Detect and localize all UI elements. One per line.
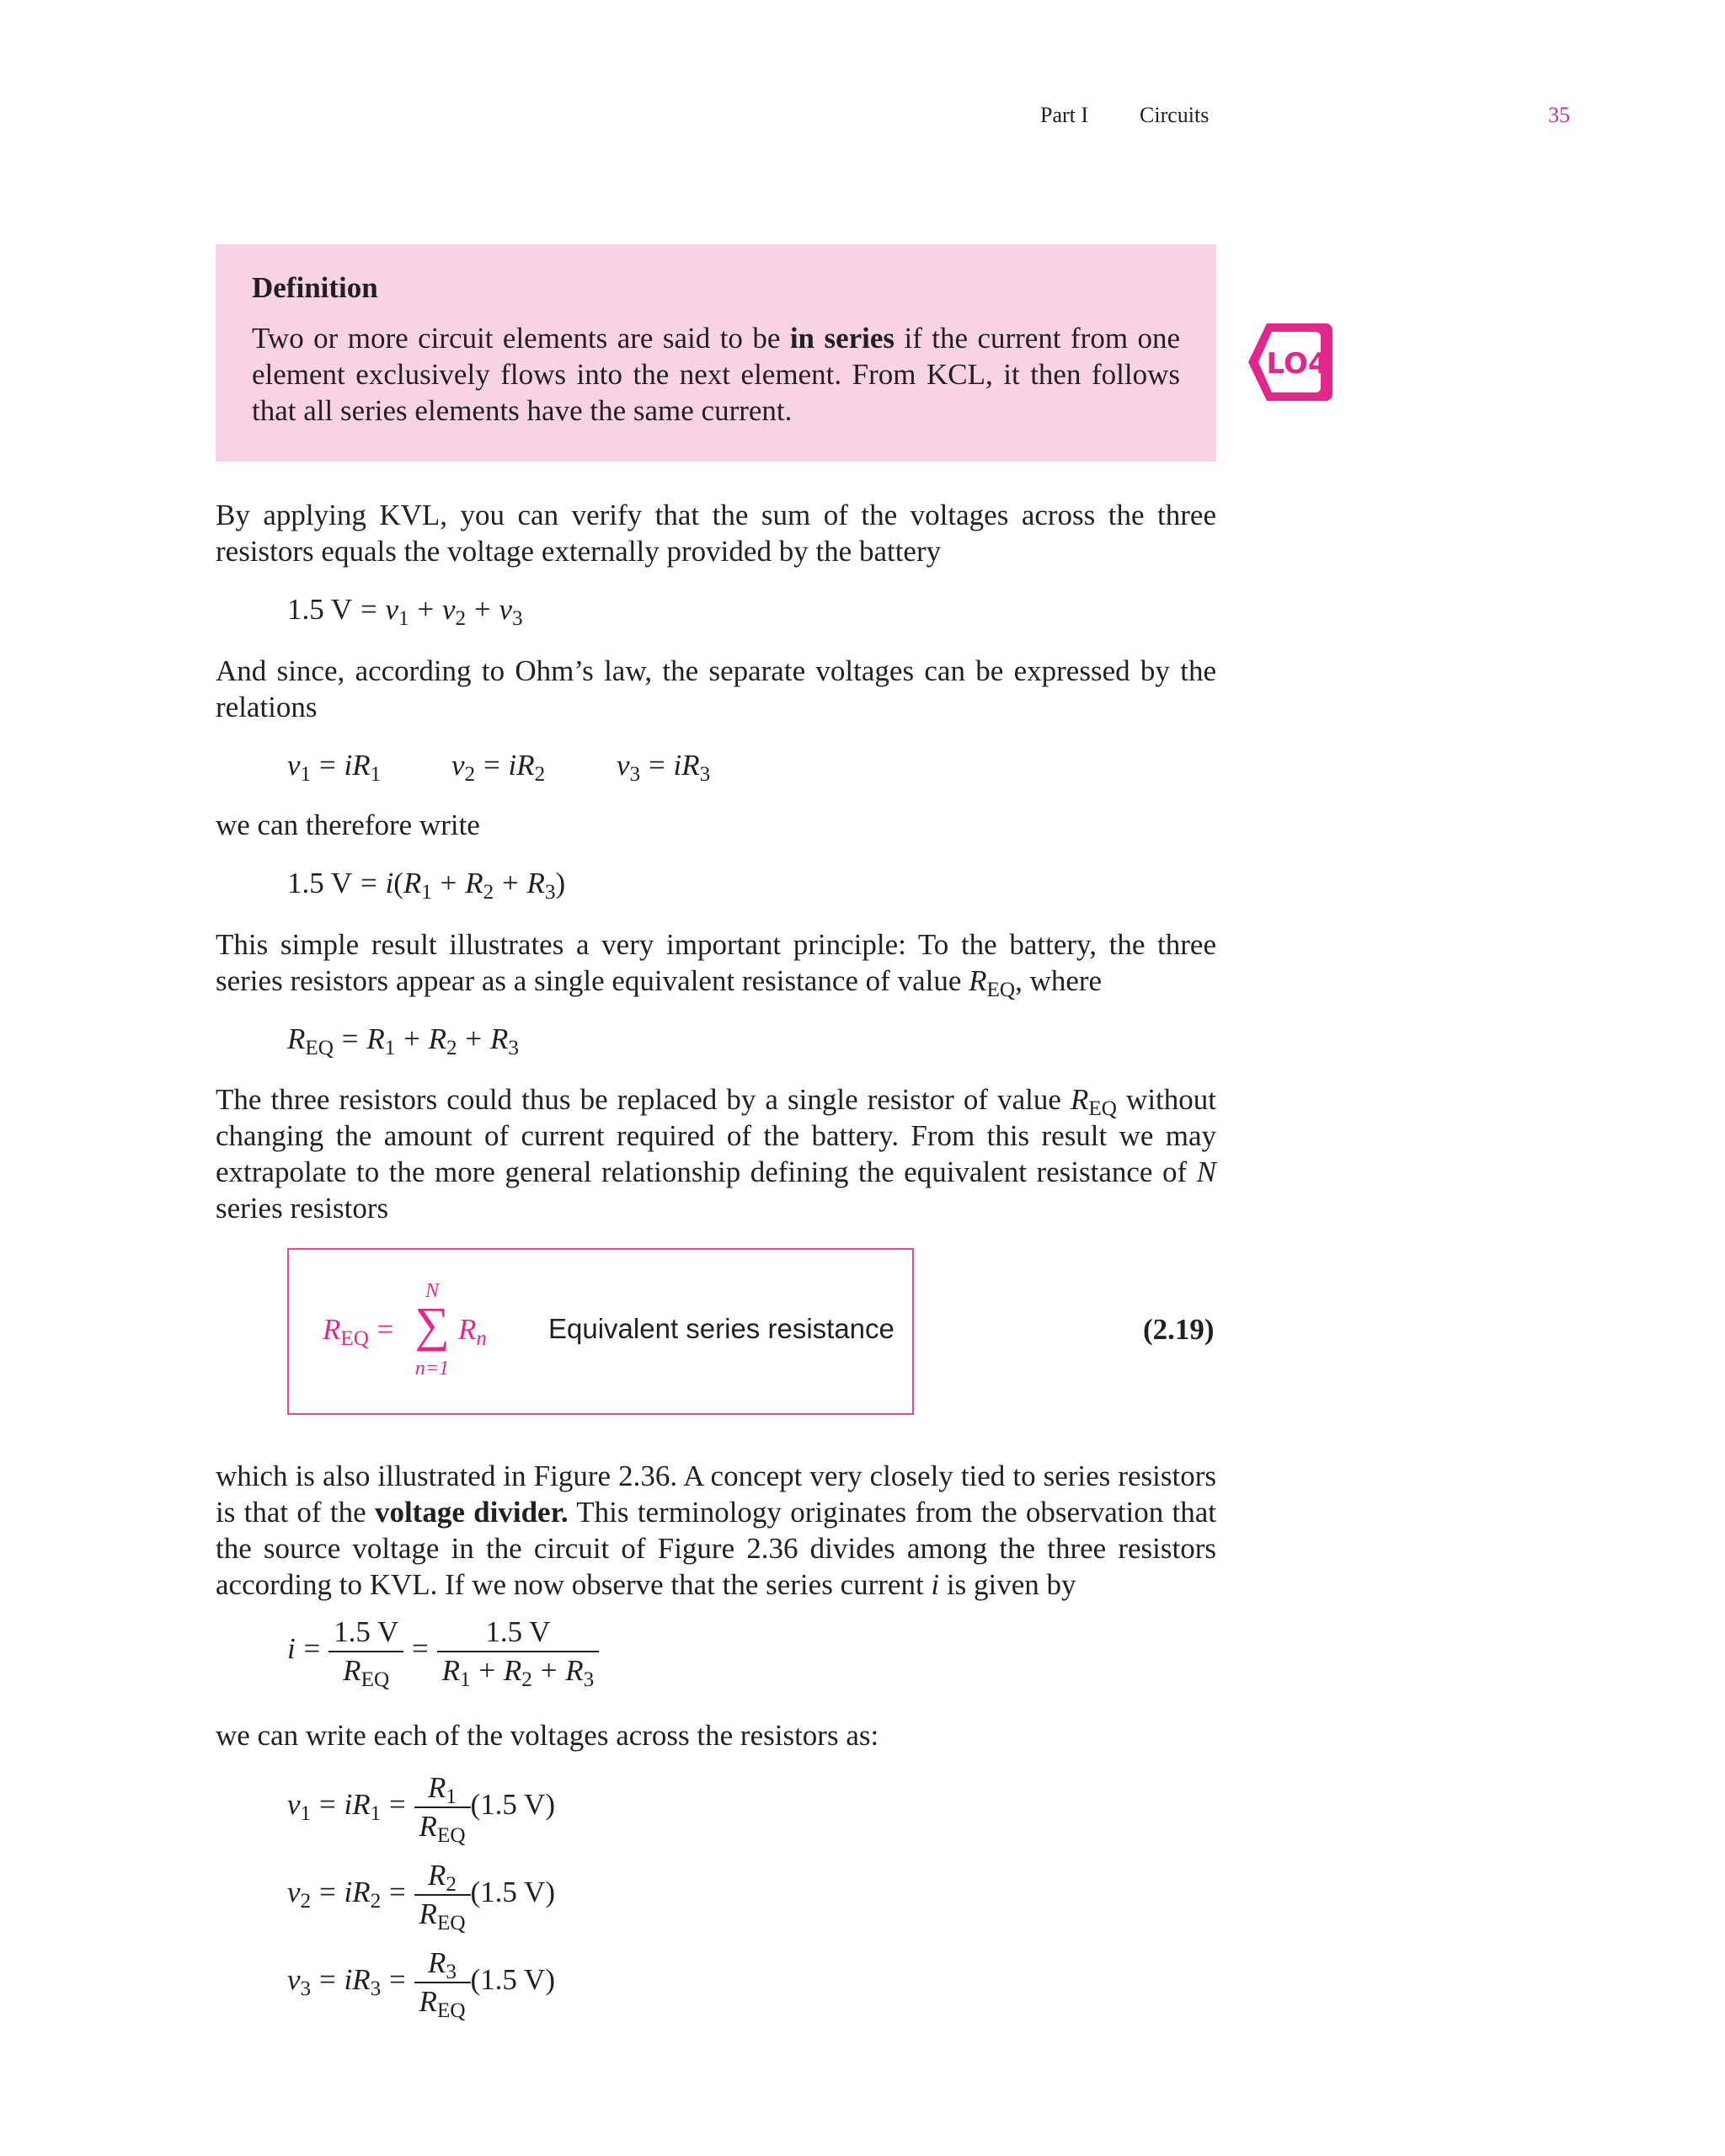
paragraph-voltage-divider: which is also illustrated in Figure 2.36. A concept very closely tied to series resistors is that of the voltage divider. This terminology originates from the observation that the source voltage in the circuit of Figure 2.36 divides among the three resistors according to KVL. If we now observe that the series current i is given by bbox=[216, 1460, 1216, 1601]
equation-description: Equivalent series resistance bbox=[548, 1313, 895, 1344]
equation-kvl-sum: 1.5 $V = v_1 + v_2 + v_3$ bbox=[287, 593, 523, 631]
paragraph-kvl: By applying KVL, you can verify that the sum of the voltages across the three resistors equals the voltage externally provided by the battery bbox=[216, 499, 1216, 568]
equation-number: (2.19) bbox=[1143, 1313, 1215, 1346]
equation-ohm-v3: $v_3 = iR_3$ bbox=[617, 749, 711, 787]
equation-ohm-v2: $v_2 = iR_2$ bbox=[451, 749, 546, 787]
sum-term: $R_n$ bbox=[458, 1313, 487, 1351]
definition-bold-term: in series bbox=[789, 322, 895, 355]
paragraph-principle: This simple result illustrates a very important principle: To the battery, the three series resistors appear as a single equivalent resistance of value $R_{EQ}$, where bbox=[216, 928, 1216, 1002]
sum-symbol: ∑ bbox=[414, 1297, 450, 1352]
paragraph-each-voltage: we can write each of the voltages across the resistors as: bbox=[216, 1719, 879, 1752]
paragraph-generalize: The three resistors could thus be replaced by a single resistor of value $R_{EQ}$ without changing the amount of current required of the battery. From this result we may extrapolate to the more general relationship defining the equivalent resistance of N series resistors bbox=[216, 1083, 1217, 1225]
equation-divider-v3: $v_3 = iR_3$ = $\frac{R_3}{R_{EQ}}$ (1.5 V) bbox=[287, 1946, 555, 2023]
equation-req-sum: $R_{EQ} = R_1 + R_2 + R_3$ bbox=[287, 1022, 519, 1060]
header-part: Part I bbox=[1040, 103, 1089, 127]
equation-divider-v1: $v_1 = iR_1$ = $\frac{R_1}{R_{EQ}}$ (1.5 V) bbox=[287, 1771, 555, 1848]
definition-box bbox=[216, 244, 1216, 462]
sum-lower-limit: n=1 bbox=[414, 1358, 450, 1380]
lo4-badge-label: LO4 bbox=[1266, 347, 1328, 381]
definition-title: Definition bbox=[252, 271, 378, 304]
paragraph-ohm: And since, according to Ohm’s law, the separate voltages can be expressed by the relations bbox=[216, 654, 1216, 723]
equation-series-current: 1.5 $V = i(R_1 + R_2 + R_3)$ bbox=[287, 867, 566, 905]
header-section: Circuits bbox=[1140, 103, 1210, 127]
voltage-divider-term: voltage divider. bbox=[374, 1496, 569, 1529]
paragraph-therefore: we can therefore write bbox=[216, 808, 480, 841]
equation-current-fraction: i = $\frac{1.5 V}{R_{EQ}}$ = $\frac{1.5 V}{R_1 + R_2 + R_3}$ bbox=[287, 1615, 599, 1688]
definition-text: Two or more circuit elements are said to be in series if the current from one element exclusively flows into the next element. From KCL, it then follows that all series elements have the same current. bbox=[252, 322, 1181, 427]
equation-ohm-v1: $v_1 = iR_1$ bbox=[287, 749, 382, 787]
equation-req-lhs: $R_{EQ}$ = bbox=[323, 1313, 394, 1351]
equation-divider-v2: $v_2 = iR_2$ = $\frac{R_2}{R_{EQ}}$ (1.5 V) bbox=[287, 1859, 555, 1935]
sum-upper-limit: N bbox=[425, 1280, 439, 1302]
lo4-badge-icon bbox=[1247, 320, 1334, 404]
page-number: 35 bbox=[1548, 103, 1570, 127]
